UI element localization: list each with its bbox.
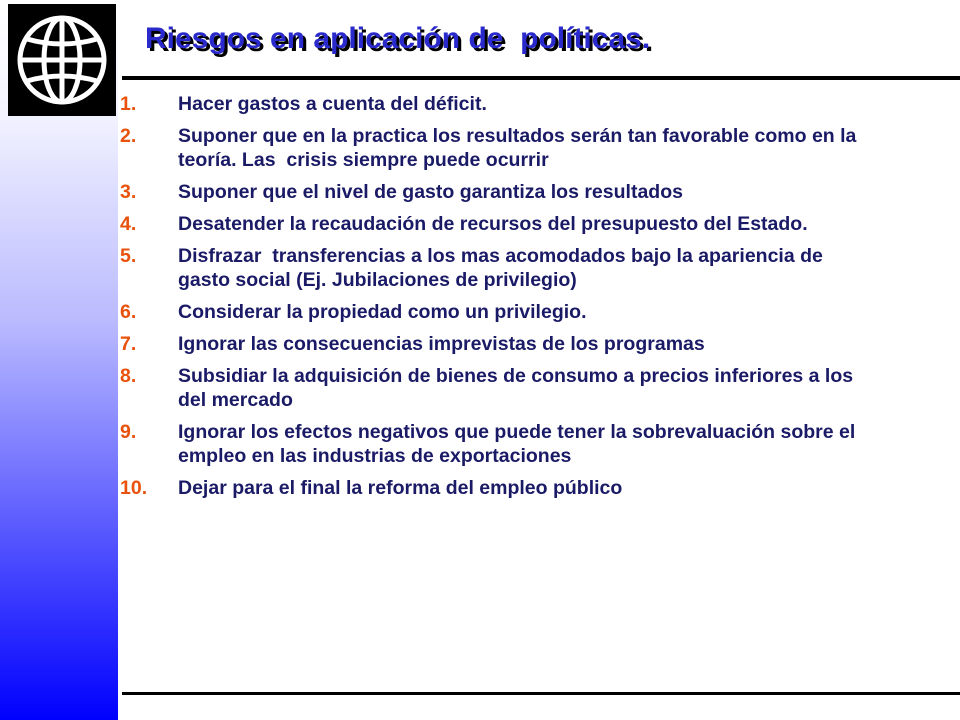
item-text: Ignorar los efectos negativos que puede tener la sobrevaluación sobre el empleo en las industrias de exportaciones xyxy=(178,421,861,467)
page-title: Riesgos en aplicación de políticas. xyxy=(145,22,651,55)
list-item xyxy=(120,124,860,172)
item-text: Considerar la propiedad como un privilegio. xyxy=(178,301,587,323)
logo xyxy=(8,4,116,116)
item-text: Suponer que el nivel de gasto garantiza los resultados xyxy=(178,181,683,203)
item-text: Dejar para el final la reforma del empleo público xyxy=(178,477,623,499)
item-number: 2. xyxy=(120,125,137,147)
item-number: 9. xyxy=(120,421,137,443)
item-number: 8. xyxy=(120,365,137,387)
list-item xyxy=(120,364,860,412)
list-item xyxy=(120,180,860,204)
list-item xyxy=(120,476,860,500)
risk-list xyxy=(120,92,860,508)
item-number: 10. xyxy=(120,477,148,499)
title-divider xyxy=(122,76,960,80)
item-number: 1. xyxy=(120,93,137,115)
item-text: Disfrazar transferencias a los mas acomodados bajo la apariencia de gasto social (Ej. Jubilaciones de privilegio) xyxy=(178,245,829,291)
item-text: Suponer que en la practica los resultados serán tan favorable como en la teoría. Las crisis siempre puede ocurrir xyxy=(178,125,862,171)
item-number: 3. xyxy=(120,181,137,203)
item-number: 6. xyxy=(120,301,137,323)
item-number: 4. xyxy=(120,213,137,235)
list-item xyxy=(120,300,860,324)
footer-divider xyxy=(122,692,960,695)
list-item xyxy=(120,332,860,356)
world-bank-globe-icon xyxy=(15,13,109,107)
item-text: Desatender la recaudación de recursos del presupuesto del Estado. xyxy=(178,213,808,235)
item-text: Hacer gastos a cuenta del déficit. xyxy=(178,93,487,115)
item-text: Ignorar las consecuencias imprevistas de los programas xyxy=(178,333,705,355)
item-text: Subsidiar la adquisición de bienes de consumo a precios inferiores a los del mercado xyxy=(178,365,859,411)
item-number: 5. xyxy=(120,245,137,267)
list-item xyxy=(120,212,860,236)
list-item xyxy=(120,420,860,468)
list-item xyxy=(120,244,860,292)
list-item xyxy=(120,92,860,116)
item-number: 7. xyxy=(120,333,137,355)
